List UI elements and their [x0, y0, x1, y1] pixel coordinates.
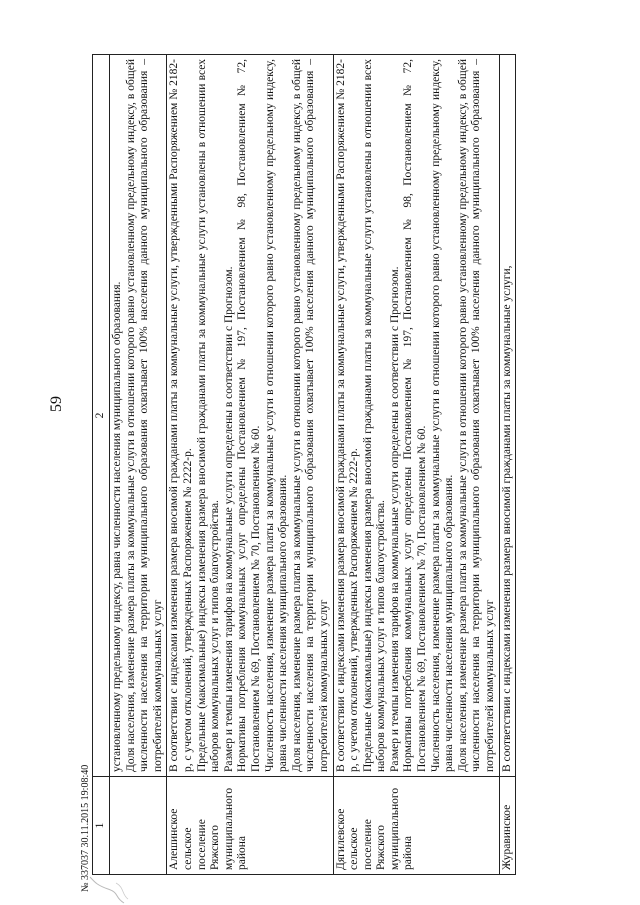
description-line: Нормативы потребления коммунальных услуг определены Постановлением № 197, Постановлением № 98, Постановлением № 72, Постановлением № 69, Постановлением № 70, Постановлением № 60. — [236, 59, 262, 772]
description-line: Нормативы потребления коммунальных услуг определены Постановлением № 197, Постановлением № 98, Постановлением № 72, Постановлением № 69, Постановлением № 70, Постановлением № 60. — [402, 59, 429, 772]
description-line: установленному предельному индексу, равна численности населения муниципального образования. — [111, 281, 123, 772]
signature-mark — [84, 875, 130, 905]
description-line: Предельные (максимальные) индексы изменения размера вносимой гражданами платы за коммунальные услуги установлены в отношении всех наборов коммунальных услуг и типов благоустройства. — [195, 59, 222, 772]
municipality-name: Журавинское — [499, 777, 516, 875]
municipality-name — [110, 777, 167, 875]
description-line: В соответствии с индексами изменения размера вносимой гражданами платы за коммунальные услуги, — [500, 265, 513, 772]
description-line: Предельные (максимальные) индексы изменения размера вносимой гражданами платы за коммунальные услуги установлены в отношении всех наборов коммунальных услуг и типов благоустройства. — [361, 59, 388, 772]
description-line: В соответствии с индексами изменения размера вносимой гражданами платы за коммунальные услуги, утвержденными Распоряжением № 2182-р, с учетом отклонений, утвержденных Распоряжением № 2222-р. — [168, 59, 194, 772]
table-row — [110, 55, 167, 875]
table-row — [499, 55, 516, 875]
table-row — [167, 55, 333, 875]
table-header-row — [93, 55, 110, 875]
municipality-name: Алешинское сельское поселение Ряжского муниципального района — [167, 777, 333, 875]
column-header-2: 2 — [93, 55, 110, 777]
municipality-name: Дягилевское сельское поселение Ряжского муниципального района — [333, 777, 499, 875]
data-table — [92, 54, 516, 875]
description-line: Размер и темпы изменения тарифов на коммунальные услуги определены в соответствии с Прогнозом. — [388, 266, 401, 772]
description-cell — [499, 55, 516, 777]
description-line: Размер и темпы изменения тарифов на коммунальные услуги определены в соответствии с Прогнозом. — [222, 266, 235, 772]
column-header-1: 1 — [93, 777, 110, 875]
rotated-page — [92, 55, 572, 875]
description-line: Доля населения, изменение размера платы за коммунальные услуги в отношении которого равно установленному предельному индексу, в общей численности населения на территории муниципального образования охватывает 100% населения данного муниципального образования – потребителей коммунальных услуг — [456, 59, 497, 772]
description-line: В соответствии с индексами изменения размера вносимой гражданами платы за коммунальные услуги, утвержденными Распоряжением № 2182-р, с учетом отклонений, утвержденных Распоряжением № 2222-р. — [334, 59, 361, 772]
description-line: Численность населения, изменение размера платы за коммунальные услуги в отношении которого равно установленному предельному индексу, равна численности населения муниципального образования. — [263, 59, 290, 772]
registration-stamp: № 337037 30.11.2015 19:08:40 — [80, 764, 91, 892]
description-cell — [167, 55, 333, 777]
description-line: Численность населения, изменение размера платы за коммунальные услуги в отношении которого равно установленному предельному индексу, равна численности населения муниципального образования. — [429, 59, 456, 772]
description-line: Доля населения, изменение размера платы за коммунальные услуги в отношении которого равно установленному предельному индексу, в общей численности населения на территории муниципального образования охватывает 100% населения данного муниципального образования – потребителей коммунальных услуг — [290, 59, 330, 772]
table-row — [333, 55, 499, 875]
description-cell — [110, 55, 167, 777]
page-number: 59 — [48, 396, 65, 412]
description-line: Доля населения, изменение размера платы за коммунальные услуги в отношении которого равно установленному предельному индексу, в общей численности населения на территории муниципального образования охватывает 100% населения данного муниципального образования – потребителей коммунальных услуг — [124, 59, 164, 772]
description-cell — [333, 55, 499, 777]
